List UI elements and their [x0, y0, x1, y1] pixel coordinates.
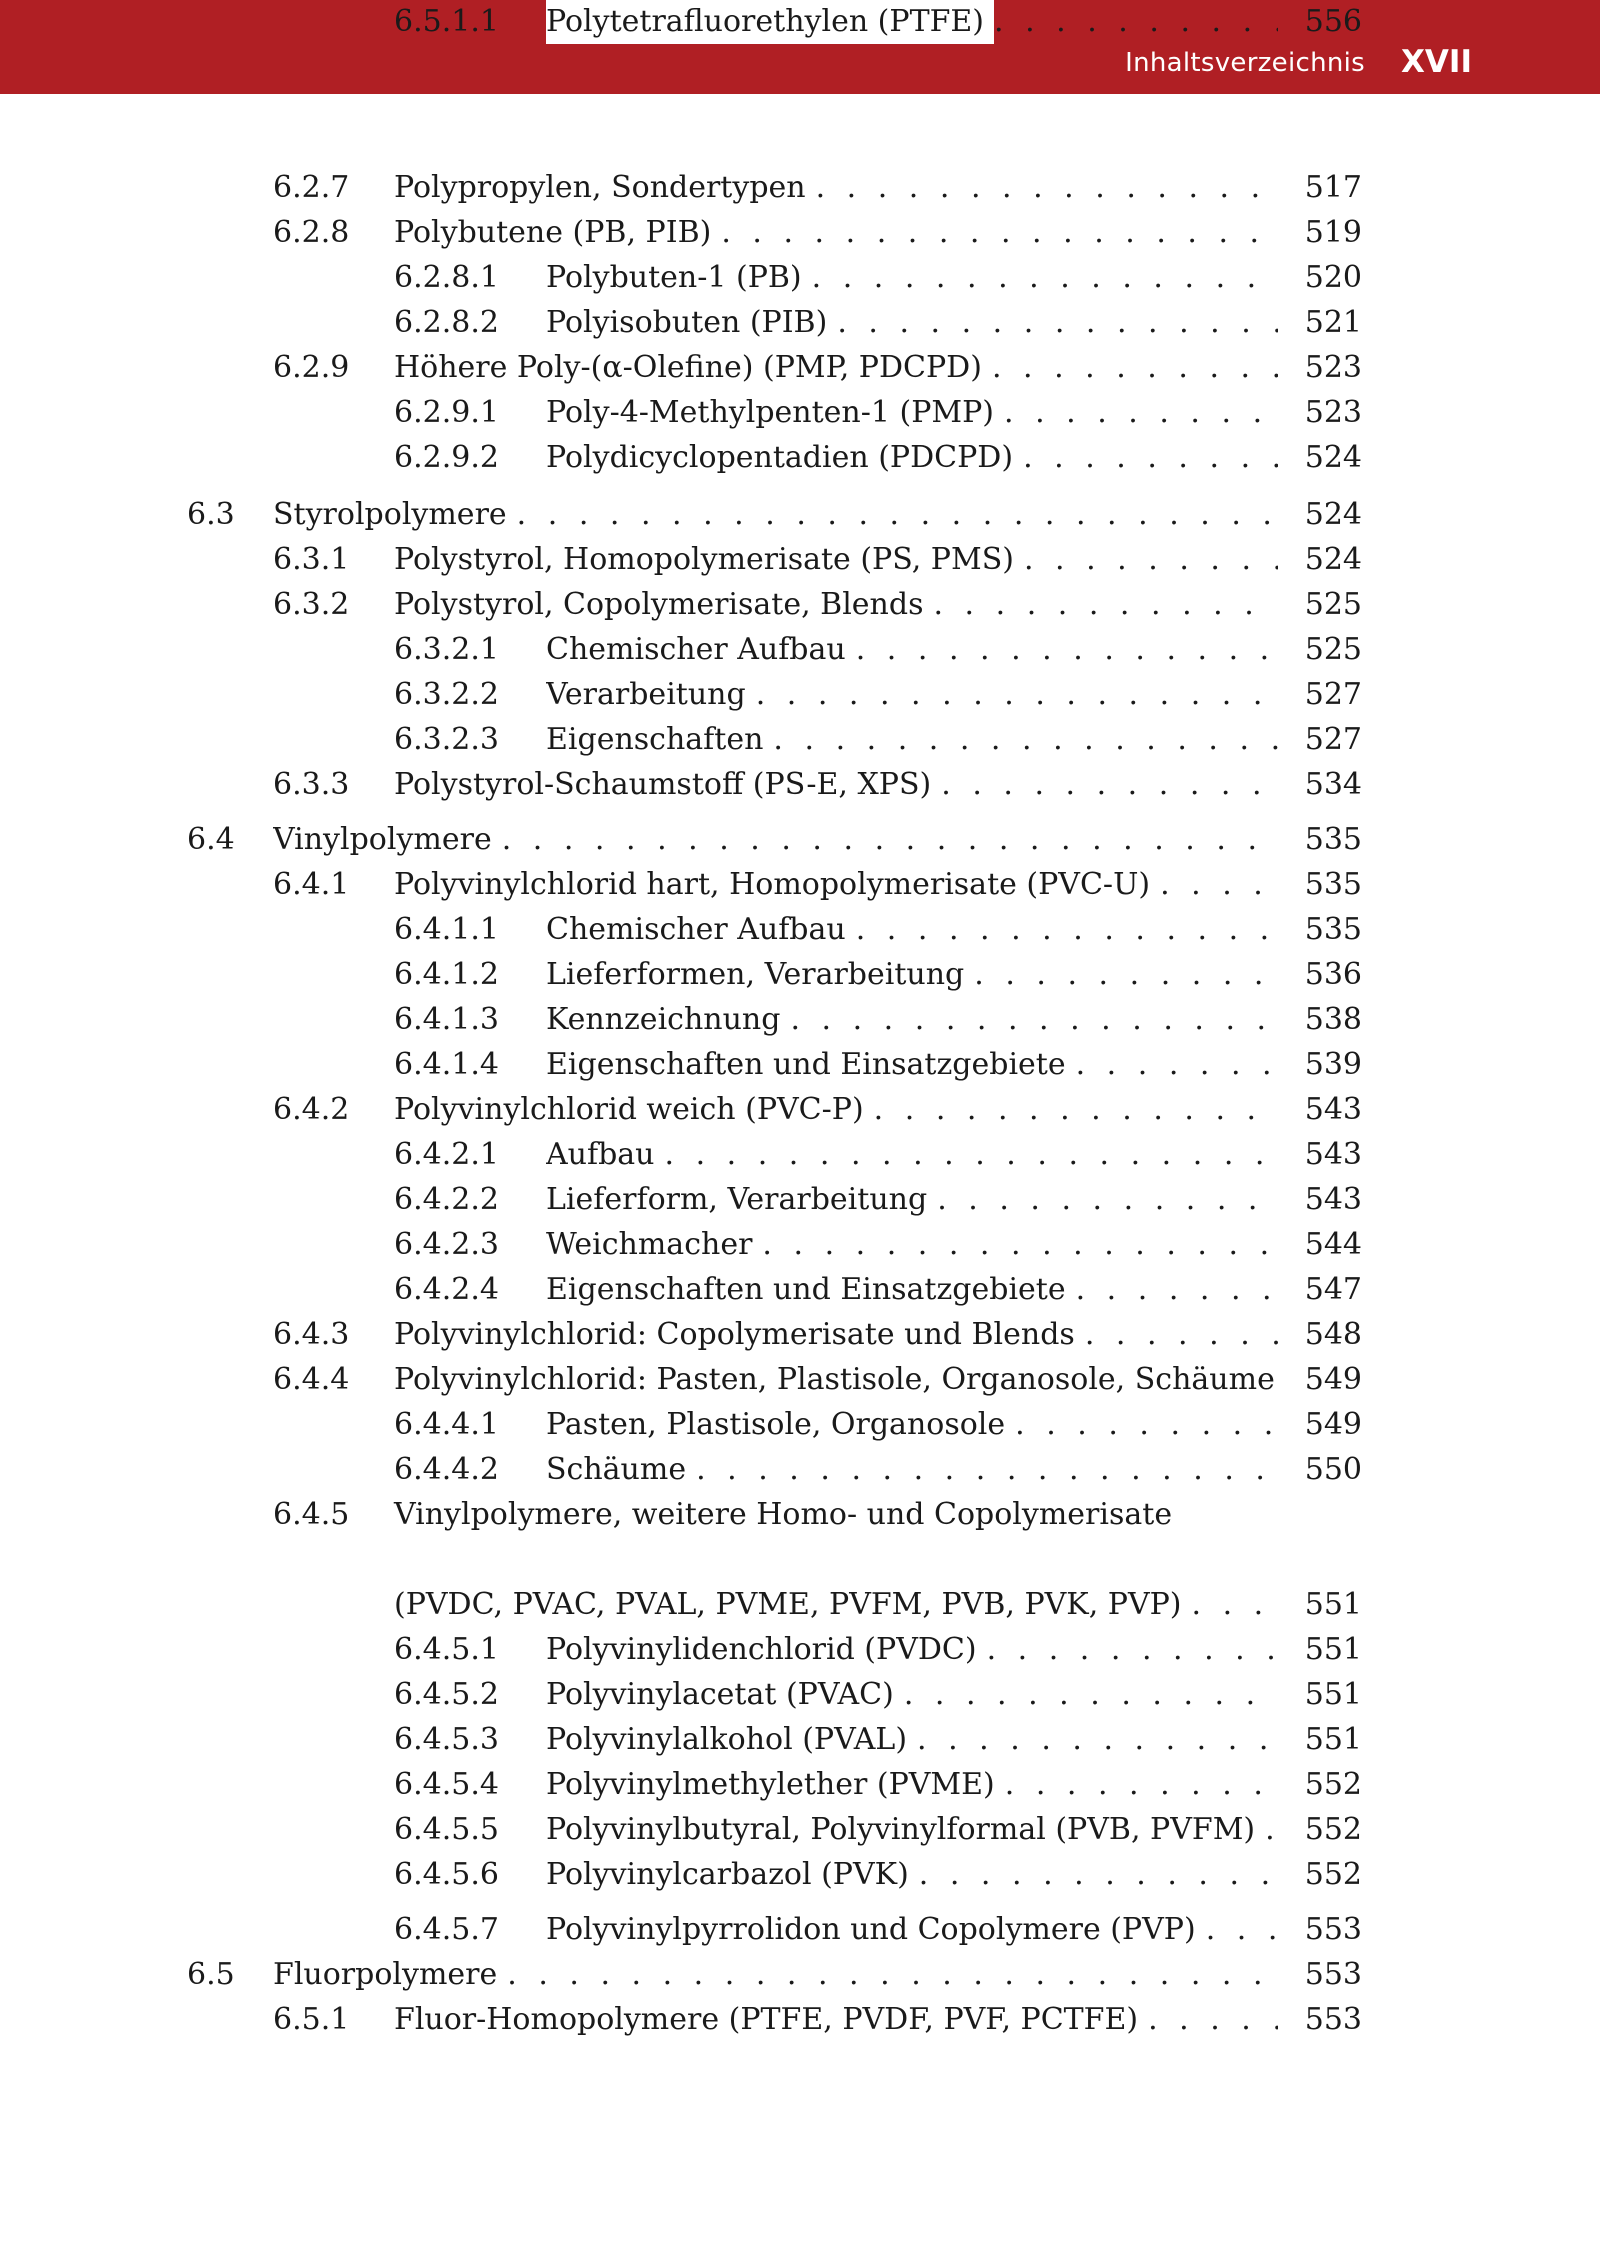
toc-title-line [394, 1313, 1278, 1357]
dot-leader [721, 211, 1278, 255]
page-number: XVII [1401, 44, 1472, 80]
dot-leader [816, 166, 1278, 210]
toc-entry-title: Weichmacher [546, 1223, 762, 1267]
toc-title-line [394, 166, 1278, 210]
toc-title-line [546, 1908, 1278, 1952]
toc-entry-title: Vinylpolymere [273, 818, 502, 862]
toc-entry-number: 6.4.5.3 [394, 1722, 499, 1757]
toc-entry-number: 6.2.8.2 [394, 305, 499, 340]
toc-title-line [546, 1133, 1278, 1177]
toc-entry-title: Polyvinylchlorid hart, Homopolymerisate (PVC-U) [394, 863, 1160, 907]
dot-leader [933, 583, 1278, 627]
toc-entry-page: 553 [1304, 1957, 1362, 1992]
toc-entry-number: 6.4.2.4 [394, 1272, 499, 1307]
toc-entry-title: Polyvinylbutyral, Polyvinylformal (PVB, PVFM) [546, 1808, 1265, 1852]
dot-leader [1023, 436, 1278, 480]
toc-title-line [546, 1178, 1278, 1222]
toc-title-line [546, 1673, 1278, 1717]
toc-entry-title: Eigenschaften und Einsatzgebiete [546, 1043, 1076, 1087]
toc-entry-title: Polyvinylpyrrolidon und Copolymere (PVP) [546, 1908, 1206, 1952]
toc-entry-number: 6.5.1.1 [394, 4, 499, 39]
dot-leader [502, 818, 1278, 862]
toc-entry-number: 6.4.4.1 [394, 1407, 499, 1442]
toc-entry-number: 6.4.2.2 [394, 1182, 499, 1217]
toc-entry[interactable] [0, 256, 1600, 300]
dot-leader [1192, 1583, 1278, 1627]
toc-entry[interactable] [0, 1313, 1600, 1357]
dot-leader [994, 0, 1278, 44]
dot-leader [1004, 391, 1278, 435]
dot-leader [1265, 1808, 1278, 1852]
toc-title-line [546, 1268, 1278, 1312]
toc-entry-number: 6.4 [187, 822, 235, 857]
toc-entry-page: 535 [1304, 867, 1362, 902]
toc-entry-number: 6.4.5.7 [394, 1912, 499, 1947]
dot-leader [1148, 1998, 1278, 2042]
toc-entry-title: Polyvinylcarbazol (PVK) [546, 1853, 919, 1897]
toc-title-line [546, 1718, 1278, 1762]
toc-entry-number: 6.4.1.2 [394, 957, 499, 992]
toc-entry-number: 6.3.2.1 [394, 632, 499, 667]
toc-entry-number: 6.4.5 [273, 1497, 350, 1532]
toc-entry-number: 6.2.9.1 [394, 395, 499, 430]
toc-entry-title: Polytetrafluorethylen (PTFE) [546, 0, 994, 44]
toc-entry-title: Pasten, Plastisole, Organosole [546, 1403, 1015, 1447]
dot-leader [856, 908, 1278, 952]
toc-title-line [394, 346, 1278, 390]
toc-entry-page: 521 [1304, 305, 1362, 340]
toc-title-line [546, 718, 1278, 762]
toc-entry-title: Polybutene (PB, PIB) [394, 211, 721, 255]
toc-entry-title: Polystyrol, Copolymerisate, Blends [394, 583, 933, 627]
toc-title-line [546, 301, 1278, 345]
toc-title-line [546, 436, 1278, 480]
dot-leader [937, 1178, 1278, 1222]
toc-entry-page: 523 [1304, 395, 1362, 430]
toc-entry-number: 6.3.2.3 [394, 722, 499, 757]
toc-entry-title: Polyvinylacetat (PVAC) [546, 1673, 904, 1717]
toc-entry[interactable] [0, 538, 1600, 582]
toc-title-line [394, 211, 1278, 255]
toc-entry-page: 524 [1304, 497, 1362, 532]
toc-entry-number: 6.4.2.3 [394, 1227, 499, 1262]
toc-entry-page: 517 [1304, 170, 1362, 205]
toc-title-line [546, 673, 1278, 717]
toc-entry-page: 523 [1304, 350, 1362, 385]
toc-entry-page: 539 [1304, 1047, 1362, 1082]
toc-entry-number: 6.4.2 [273, 1092, 350, 1127]
toc-entry-page: 524 [1304, 542, 1362, 577]
toc-entry[interactable] [0, 673, 1600, 717]
toc-entry-title: Poly-4-Methylpenten-1 (PMP) [546, 391, 1004, 435]
toc-entry-page: 527 [1304, 677, 1362, 712]
toc-title-line [546, 628, 1278, 672]
toc-entry-number: 6.2.7 [273, 170, 350, 205]
toc-title-line [546, 1853, 1278, 1897]
toc-entry[interactable] [0, 1493, 1600, 1537]
toc-title-line [546, 1043, 1278, 1087]
toc-entry-number: 6.4.5.1 [394, 1632, 499, 1667]
toc-entry-page: 550 [1304, 1452, 1362, 1487]
toc-entry-title: Chemischer Aufbau [546, 628, 856, 672]
dot-leader [919, 1853, 1278, 1897]
toc-entry[interactable] [0, 583, 1600, 627]
toc-entry[interactable] [0, 1403, 1600, 1447]
toc-entry[interactable] [0, 1448, 1600, 1492]
toc-entry-page: 556 [1304, 4, 1362, 39]
toc-title-line [546, 1763, 1278, 1807]
toc-entry-title: Polyvinylchlorid: Copolymerisate und Blends [394, 1313, 1085, 1357]
dot-leader [790, 998, 1278, 1042]
toc-entry-title: (PVDC, PVAC, PVAL, PVME, PVFM, PVB, PVK, PVP) [394, 1583, 1192, 1627]
toc-title-line [394, 538, 1278, 582]
toc-entry-page: 547 [1304, 1272, 1362, 1307]
toc-title-line [546, 256, 1278, 300]
toc-entry-page: 519 [1304, 215, 1362, 250]
toc-entry-number: 6.3.2 [273, 587, 350, 622]
toc-entry[interactable] [0, 1718, 1600, 1762]
dot-leader [904, 1673, 1278, 1717]
toc-entry[interactable] [0, 1223, 1600, 1267]
toc-entry-number: 6.4.5.4 [394, 1767, 499, 1802]
toc-entry-number: 6.5 [187, 1957, 235, 1992]
toc-entry-number: 6.2.8 [273, 215, 350, 250]
toc-title-line [546, 1808, 1278, 1852]
toc-entry-page: 543 [1304, 1182, 1362, 1217]
toc-entry[interactable] [0, 1583, 1600, 1627]
dot-leader [1085, 1313, 1278, 1357]
toc-entry[interactable] [0, 953, 1600, 997]
toc-entry-page: 552 [1304, 1767, 1362, 1802]
toc-entry[interactable] [0, 1763, 1600, 1807]
toc-entry-number: 6.4.3 [273, 1317, 350, 1352]
toc-entry-title: Eigenschaften [546, 718, 773, 762]
dot-leader [941, 763, 1278, 807]
toc-entry-number: 6.3 [187, 497, 235, 532]
dot-leader [812, 256, 1278, 300]
toc-entry-page: 548 [1304, 1317, 1362, 1352]
toc-entry[interactable] [0, 1853, 1600, 1897]
toc-entry-title: Eigenschaften und Einsatzgebiete [546, 1268, 1076, 1312]
toc-entry-page: 525 [1304, 632, 1362, 667]
dot-leader [1076, 1043, 1278, 1087]
toc-entry[interactable] [0, 493, 1600, 537]
toc-entry[interactable] [0, 908, 1600, 952]
toc-entry-title: Fluorpolymere [273, 1953, 507, 1997]
dot-leader [856, 628, 1278, 672]
toc-entry[interactable] [0, 1628, 1600, 1672]
toc-title-line [546, 998, 1278, 1042]
toc-entry[interactable] [0, 1358, 1600, 1402]
toc-entry-title: Polyisobuten (PIB) [546, 301, 837, 345]
toc-entry-page: 543 [1304, 1092, 1362, 1127]
toc-entry-number: 6.2.9.2 [394, 440, 499, 475]
toc-entry-title: Polyvinylchlorid: Pasten, Plastisole, Organosole, Schäume [394, 1358, 1278, 1402]
toc-entry-number: 6.3.2.2 [394, 677, 499, 712]
toc-entry-page: 551 [1304, 1722, 1362, 1757]
dot-leader [773, 718, 1278, 762]
toc-title-line [394, 1358, 1278, 1402]
toc-title-line [394, 1583, 1278, 1627]
toc-entry[interactable] [0, 391, 1600, 435]
toc-entry[interactable] [0, 301, 1600, 345]
toc-entry[interactable] [0, 1808, 1600, 1852]
toc-title-line [546, 391, 1278, 435]
toc-entry-number: 6.5.1 [273, 2002, 350, 2037]
toc-entry-page: 551 [1304, 1677, 1362, 1712]
toc-entry-page: 524 [1304, 440, 1362, 475]
toc-entry[interactable] [0, 1178, 1600, 1222]
toc-entry-title: Polypropylen, Sondertypen [394, 166, 816, 210]
toc-entry[interactable] [0, 346, 1600, 390]
toc-entry[interactable] [0, 211, 1600, 255]
toc-entry-number: 6.4.4.2 [394, 1452, 499, 1487]
toc-entry[interactable] [0, 718, 1600, 762]
dot-leader [756, 673, 1278, 717]
toc-entry-number: 6.3.3 [273, 767, 350, 802]
toc-title-line [546, 1628, 1278, 1672]
toc-entry[interactable] [0, 1953, 1600, 1997]
toc-entry-title: Schäume [546, 1448, 696, 1492]
toc-title-line [394, 1088, 1278, 1132]
toc-entry-number: 6.4.5.2 [394, 1677, 499, 1712]
toc-entry-title: Polybuten-1 (PB) [546, 256, 812, 300]
toc-entry-title: Polyvinylchlorid weich (PVC-P) [394, 1088, 874, 1132]
toc-entry-title: Styrolpolymere [273, 493, 517, 537]
toc-entry[interactable] [0, 1673, 1600, 1717]
toc-entry[interactable] [0, 166, 1600, 210]
toc-entry-page: 535 [1304, 822, 1362, 857]
toc-entry-number: 6.4.1.1 [394, 912, 499, 947]
toc-title-line [546, 908, 1278, 952]
toc-title-line [394, 583, 1278, 627]
toc-entry-title: Polystyrol, Homopolymerisate (PS, PMS) [394, 538, 1024, 582]
toc-entry-page: 544 [1304, 1227, 1362, 1262]
toc-entry[interactable] [0, 763, 1600, 807]
toc-entry-title: Polystyrol-Schaumstoff (PS-E, XPS) [394, 763, 941, 807]
toc-entry[interactable] [0, 1268, 1600, 1312]
dot-leader [987, 1628, 1278, 1672]
toc-entry-page: 552 [1304, 1857, 1362, 1892]
dot-leader [517, 493, 1278, 537]
toc-entry-number: 6.4.5.6 [394, 1857, 499, 1892]
toc-title-line [394, 1998, 1278, 2042]
toc-entry-number: 6.4.2.1 [394, 1137, 499, 1172]
toc-entry-title: Höhere Poly-(α-Olefine) (PMP, PDCPD) [394, 346, 992, 390]
toc-entry-title: Lieferform, Verarbeitung [546, 1178, 937, 1222]
running-title: Inhaltsverzeichnis [1125, 48, 1365, 78]
toc-entry[interactable] [0, 1043, 1600, 1087]
toc-title-line [273, 1953, 1278, 1997]
toc-entry-page: 553 [1304, 2002, 1362, 2037]
toc-entry-title: Verarbeitung [546, 673, 756, 717]
toc-entry-page: 543 [1304, 1137, 1362, 1172]
toc-entry-title: Lieferformen, Verarbeitung [546, 953, 974, 997]
toc-entry-page: 552 [1304, 1812, 1362, 1847]
dot-leader [696, 1448, 1278, 1492]
toc-entry[interactable] [0, 818, 1600, 862]
toc-entry-number: 6.4.1.4 [394, 1047, 499, 1082]
toc-entry-number: 6.2.9 [273, 350, 350, 385]
toc-entry-number: 6.4.1 [273, 867, 350, 902]
toc-entry-page: 551 [1304, 1587, 1362, 1622]
toc-title-line [394, 863, 1278, 907]
toc-entry[interactable] [0, 628, 1600, 672]
dot-leader [837, 301, 1278, 345]
toc-entry-page: 549 [1304, 1362, 1362, 1397]
toc-title-line [546, 953, 1278, 997]
toc-title-line [273, 818, 1278, 862]
toc-entry-page: 525 [1304, 587, 1362, 622]
toc-entry[interactable] [0, 1998, 1600, 2042]
toc-entry-title: Polydicyclopentadien (PDCPD) [546, 436, 1023, 480]
toc-entry-title: Kennzeichnung [546, 998, 790, 1042]
dot-leader [665, 1133, 1278, 1177]
toc-entry[interactable] [0, 1908, 1600, 1952]
toc-title-line [546, 1223, 1278, 1267]
toc-entry-number: 6.4.5.5 [394, 1812, 499, 1847]
toc-entry-number: 6.4.4 [273, 1362, 350, 1397]
toc-entry-page: 551 [1304, 1632, 1362, 1667]
dot-leader [874, 1088, 1278, 1132]
dot-leader [1024, 538, 1278, 582]
toc-entry-title: Fluor-Homopolymere (PTFE, PVDF, PVF, PCTFE) [394, 1998, 1148, 2042]
toc-entry-page: 538 [1304, 1002, 1362, 1037]
toc-entry[interactable] [0, 436, 1600, 480]
dot-leader [1015, 1403, 1278, 1447]
dot-leader [1076, 1268, 1278, 1312]
toc-entry-page: 536 [1304, 957, 1362, 992]
toc-entry-page: 520 [1304, 260, 1362, 295]
toc-title-line [546, 1403, 1278, 1447]
toc-title-line [394, 763, 1278, 807]
toc-entry-number: 6.2.8.1 [394, 260, 499, 295]
toc-title-line [546, 0, 1278, 44]
toc-entry-title: Vinylpolymere, weitere Homo- und Copolymerisate [394, 1497, 1173, 1532]
toc-entry-page: 553 [1304, 1912, 1362, 1947]
toc-entry-page: 535 [1304, 912, 1362, 947]
toc-entry[interactable] [0, 0, 1600, 44]
dot-leader [507, 1953, 1278, 1997]
dot-leader [1005, 1763, 1278, 1807]
toc-entry-title: Polyvinylidenchlorid (PVDC) [546, 1628, 987, 1672]
dot-leader [1160, 863, 1278, 907]
toc-entry-title: Polyvinylmethylether (PVME) [546, 1763, 1005, 1807]
toc-title-line [546, 1448, 1278, 1492]
toc-entry[interactable] [0, 1088, 1600, 1132]
toc-title-line [273, 493, 1278, 537]
toc-entry[interactable] [0, 863, 1600, 907]
dot-leader [762, 1223, 1278, 1267]
toc-entry-number: 6.3.1 [273, 542, 350, 577]
dot-leader [917, 1718, 1278, 1762]
dot-leader [992, 346, 1278, 390]
toc-entry-number: 6.4.1.3 [394, 1002, 499, 1037]
toc-entry[interactable] [0, 1133, 1600, 1177]
toc-entry-title: Polyvinylalkohol (PVAL) [546, 1718, 917, 1762]
dot-leader [1206, 1908, 1278, 1952]
toc-entry-page: 527 [1304, 722, 1362, 757]
dot-leader [974, 953, 1278, 997]
toc-entry-title: Chemischer Aufbau [546, 908, 856, 952]
toc-entry-page: 534 [1304, 767, 1362, 802]
toc-entry-page: 549 [1304, 1407, 1362, 1442]
toc-entry[interactable] [0, 998, 1600, 1042]
toc-entry-title: Aufbau [546, 1133, 665, 1177]
